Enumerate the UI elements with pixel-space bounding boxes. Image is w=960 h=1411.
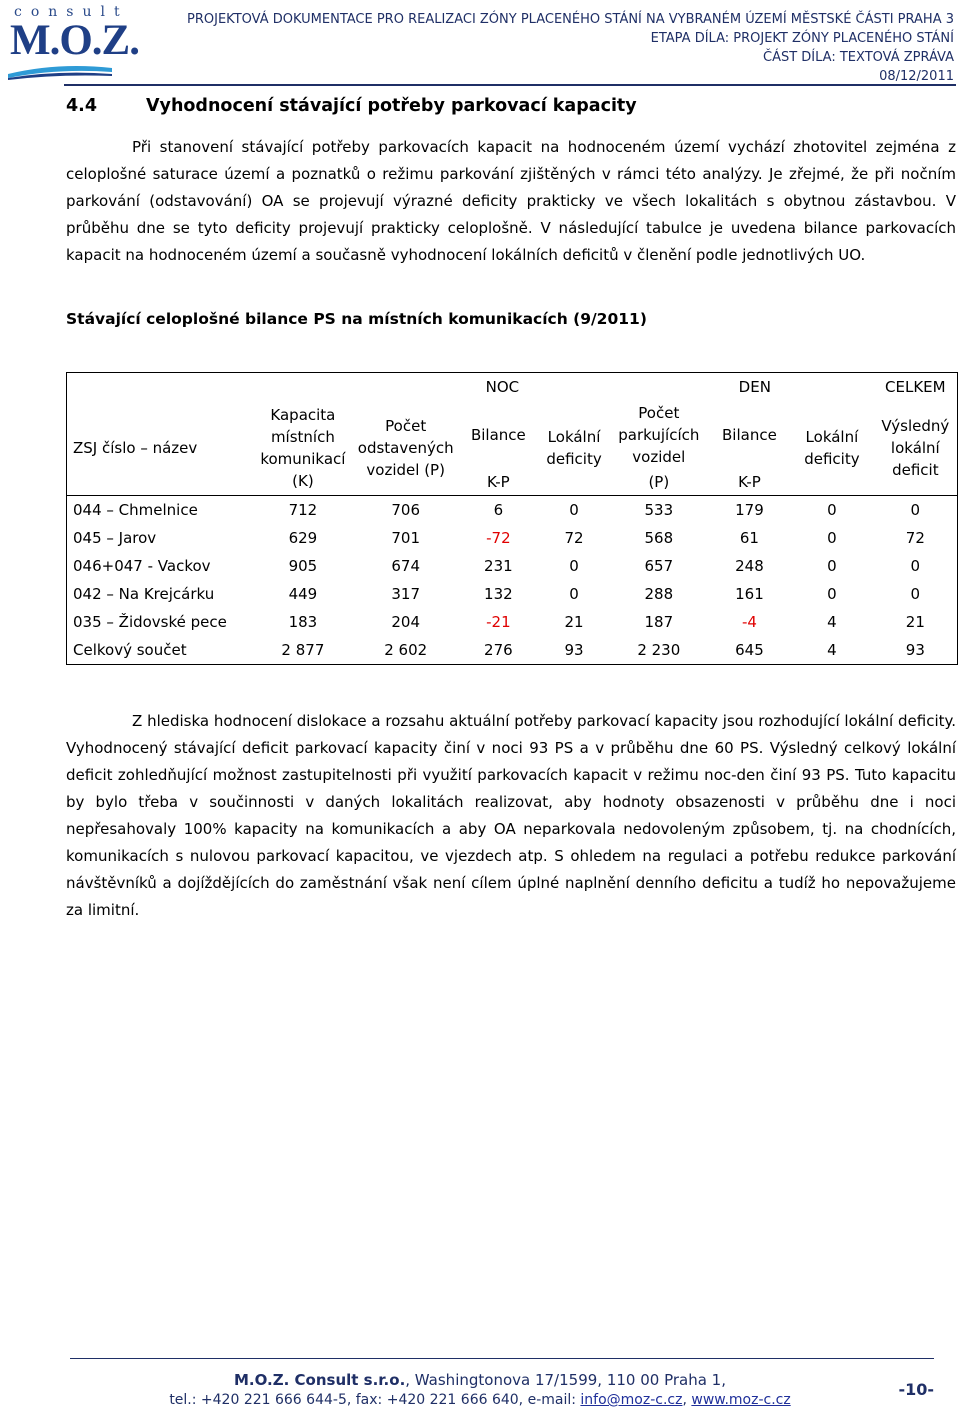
row-name: 046+047 - Vackov — [67, 552, 253, 580]
row-pocet-parkujicich: 568 — [644, 529, 674, 547]
row-pocet-parkujicich: 533 — [644, 501, 674, 519]
header-lokalni-noc: Lokální deficity — [546, 428, 602, 468]
logo-swoosh-icon — [8, 64, 112, 80]
row-vysledny: 0 — [874, 552, 958, 580]
row-lokalni-den: 4 — [827, 613, 837, 631]
row-lokalni-noc: 0 — [569, 557, 579, 575]
row-pocet-parkujicich: 187 — [644, 613, 674, 631]
table-row — [67, 524, 958, 552]
footer-web-link[interactable]: www.moz-c.cz — [691, 1392, 791, 1408]
logo-consult-text: consult — [14, 4, 129, 20]
footer-separator: , — [682, 1392, 692, 1408]
table-row — [67, 636, 958, 665]
row-bilance-noc: 231 — [484, 557, 513, 575]
header-pocet-parkujicich: Počet parkujících vozidel — [618, 404, 700, 466]
row-lokalni-noc: 21 — [564, 613, 584, 631]
footer-divider — [70, 1358, 934, 1359]
table-title: Stávající celoplošné bilance PS na místních komunikacích (9/2011) — [66, 310, 647, 328]
header-divider — [64, 84, 956, 86]
row-kapacita: 2 877 — [281, 641, 325, 659]
row-kapacita: 712 — [288, 501, 318, 519]
header-noc: NOC — [485, 378, 520, 396]
row-bilance-noc: -72 — [486, 529, 511, 547]
row-bilance-noc: -21 — [486, 613, 511, 631]
table-row — [67, 552, 958, 580]
header-p-den: (P) — [648, 473, 670, 491]
row-vysledny: 93 — [874, 636, 958, 665]
header-stage: ETAPA DÍLA: PROJEKT ZÓNY PLACENÉHO STÁNÍ — [650, 31, 954, 46]
document-footer — [0, 1370, 960, 1410]
header-part: ČÁST DÍLA: TEXTOVÁ ZPRÁVA — [763, 50, 954, 65]
row-name: 044 – Chmelnice — [67, 496, 253, 525]
row-lokalni-den: 4 — [827, 641, 837, 659]
logo-moz-text: M.O.Z. — [10, 17, 139, 64]
row-lokalni-noc: 0 — [569, 585, 579, 603]
row-pocet-odstavenych: 706 — [391, 501, 421, 519]
header-date: 08/12/2011 — [879, 69, 954, 84]
header-bilance-noc: Bilance — [470, 426, 526, 444]
row-kapacita: 905 — [288, 557, 318, 575]
row-name: 035 – Židovské pece — [67, 608, 253, 636]
section-number: 4.4 — [66, 96, 98, 116]
row-lokalni-den: 0 — [827, 501, 837, 519]
row-lokalni-noc: 72 — [564, 529, 584, 547]
header-vysledny: Výsledný lokální deficit — [874, 401, 958, 496]
page-number: -10- — [898, 1380, 934, 1399]
company-logo — [8, 4, 139, 78]
row-pocet-parkujicich: 2 230 — [637, 641, 681, 659]
document-header — [187, 10, 954, 86]
header-lokalni-den: Lokální deficity — [804, 428, 860, 468]
row-pocet-odstavenych: 2 602 — [384, 641, 428, 659]
table-row — [67, 608, 958, 636]
section-heading — [66, 96, 637, 116]
paragraph-conclusion: Z hlediska hodnocení dislokace a rozsahu aktuální potřeby parkovací kapacity jsou rozhodující lokální deficity. Vyhodnocený stávající deficit parkovací kapacity činí v noci 93 PS a v průběhu dne 60 PS. Výsledný celkový lokální deficit zohledňující možnost zastupitelnosti při využití parkovacích kapacit v režimu noc-den činí 93 PS. Tuto kapacitu by bylo třeba v součinnosti v daných lokalitách realizovat, aby hodnoty obsazenosti v průběhu dne i noci nepřesahovaly 100% kapacity na komunikacích a aby OA neparkovala nedovoleným způsobem, tj. na chodnících, komunikacích s nulovou parkovací kapacitou, ve vjezdech atp. S ohledem na regulaci a potřebu redukce parkování návštěvníků a dojíždějících do zaměstnání však není cílem úplné naplnění denního deficitu a tudíž ho nepovažujeme za limitní. — [66, 712, 956, 919]
footer-company: M.O.Z. Consult s.r.o. — [234, 1371, 406, 1389]
header-zsj: ZSJ číslo – název — [67, 401, 253, 496]
row-pocet-parkujicich: 657 — [644, 557, 674, 575]
parking-balance-table — [66, 372, 958, 665]
table-row — [67, 496, 958, 525]
row-pocet-odstavenych: 204 — [391, 613, 421, 631]
row-lokalni-den: 0 — [827, 585, 837, 603]
row-kapacita: 629 — [288, 529, 318, 547]
header-kp-noc: K-P — [487, 473, 510, 491]
row-bilance-den: -4 — [741, 613, 757, 631]
row-vysledny: 0 — [874, 580, 958, 608]
row-kapacita: 183 — [288, 613, 318, 631]
row-bilance-den: 179 — [735, 501, 764, 519]
header-project-title: PROJEKTOVÁ DOKUMENTACE PRO REALIZACI ZÓNY PLACENÉHO STÁNÍ NA VYBRANÉM ÚZEMÍ MĚSTSKÉ ČÁSTI PRAHA 3 — [187, 12, 954, 27]
row-bilance-den: 248 — [735, 557, 764, 575]
paragraph-intro: Při stanovení stávající potřeby parkovacích kapacit na hodnoceném území vychází zhotovitel zejména z celoplošné saturace území a poznatků o režimu parkování zjištěných v rámci této analýzy. Je zřejmé, že při nočním parkování (odstavování) OA se projevují výrazné deficity prakticky ve všech lokalitách s obytnou zástavbou. V průběhu dne se tyto deficity projevují prakticky celoplošně. V následující tabulce je uvedena bilance parkovacích kapacit na hodnoceném území a současně vyhodnocení lokálních deficitů v členění podle jednotlivých UO. — [66, 138, 956, 264]
footer-address: , Washingtonova 17/1599, 110 00 Praha 1, — [405, 1371, 726, 1389]
row-bilance-noc: 6 — [493, 501, 504, 519]
row-name: Celkový součet — [67, 636, 253, 665]
header-celkem: CELKEM — [874, 373, 958, 402]
row-pocet-parkujicich: 288 — [644, 585, 674, 603]
row-lokalni-noc: 93 — [564, 641, 584, 659]
row-lokalni-den: 0 — [827, 529, 837, 547]
header-den: DEN — [738, 378, 771, 396]
row-lokalni-noc: 0 — [569, 501, 579, 519]
row-pocet-odstavenych: 317 — [391, 585, 421, 603]
row-vysledny: 21 — [874, 608, 958, 636]
row-bilance-den: 61 — [739, 529, 759, 547]
footer-contact: tel.: +420 221 666 644-5, fax: +420 221 666 640, e-mail: — [169, 1392, 581, 1408]
row-name: 042 – Na Krejcárku — [67, 580, 253, 608]
row-kapacita: 449 — [288, 585, 318, 603]
row-vysledny: 72 — [874, 524, 958, 552]
header-kapacita: Kapacita místních komunikací (K) — [260, 406, 346, 490]
header-pocet-odstavenych: Počet odstavených vozidel (P) — [357, 417, 454, 479]
row-pocet-odstavenych: 674 — [391, 557, 421, 575]
row-pocet-odstavenych: 701 — [391, 529, 421, 547]
row-vysledny: 0 — [874, 496, 958, 525]
row-lokalni-den: 0 — [827, 557, 837, 575]
footer-email-link[interactable]: info@moz-c.cz — [580, 1392, 683, 1408]
header-bilance-den: Bilance — [722, 426, 777, 444]
row-bilance-noc: 276 — [484, 641, 513, 659]
row-name: 045 – Jarov — [67, 524, 253, 552]
row-bilance-noc: 132 — [484, 585, 513, 603]
table-row — [67, 580, 958, 608]
row-bilance-den: 645 — [735, 641, 764, 659]
row-bilance-den: 161 — [735, 585, 764, 603]
header-kp-den: K-P — [738, 473, 761, 491]
section-title: Vyhodnocení stávající potřeby parkovací kapacity — [146, 96, 637, 116]
